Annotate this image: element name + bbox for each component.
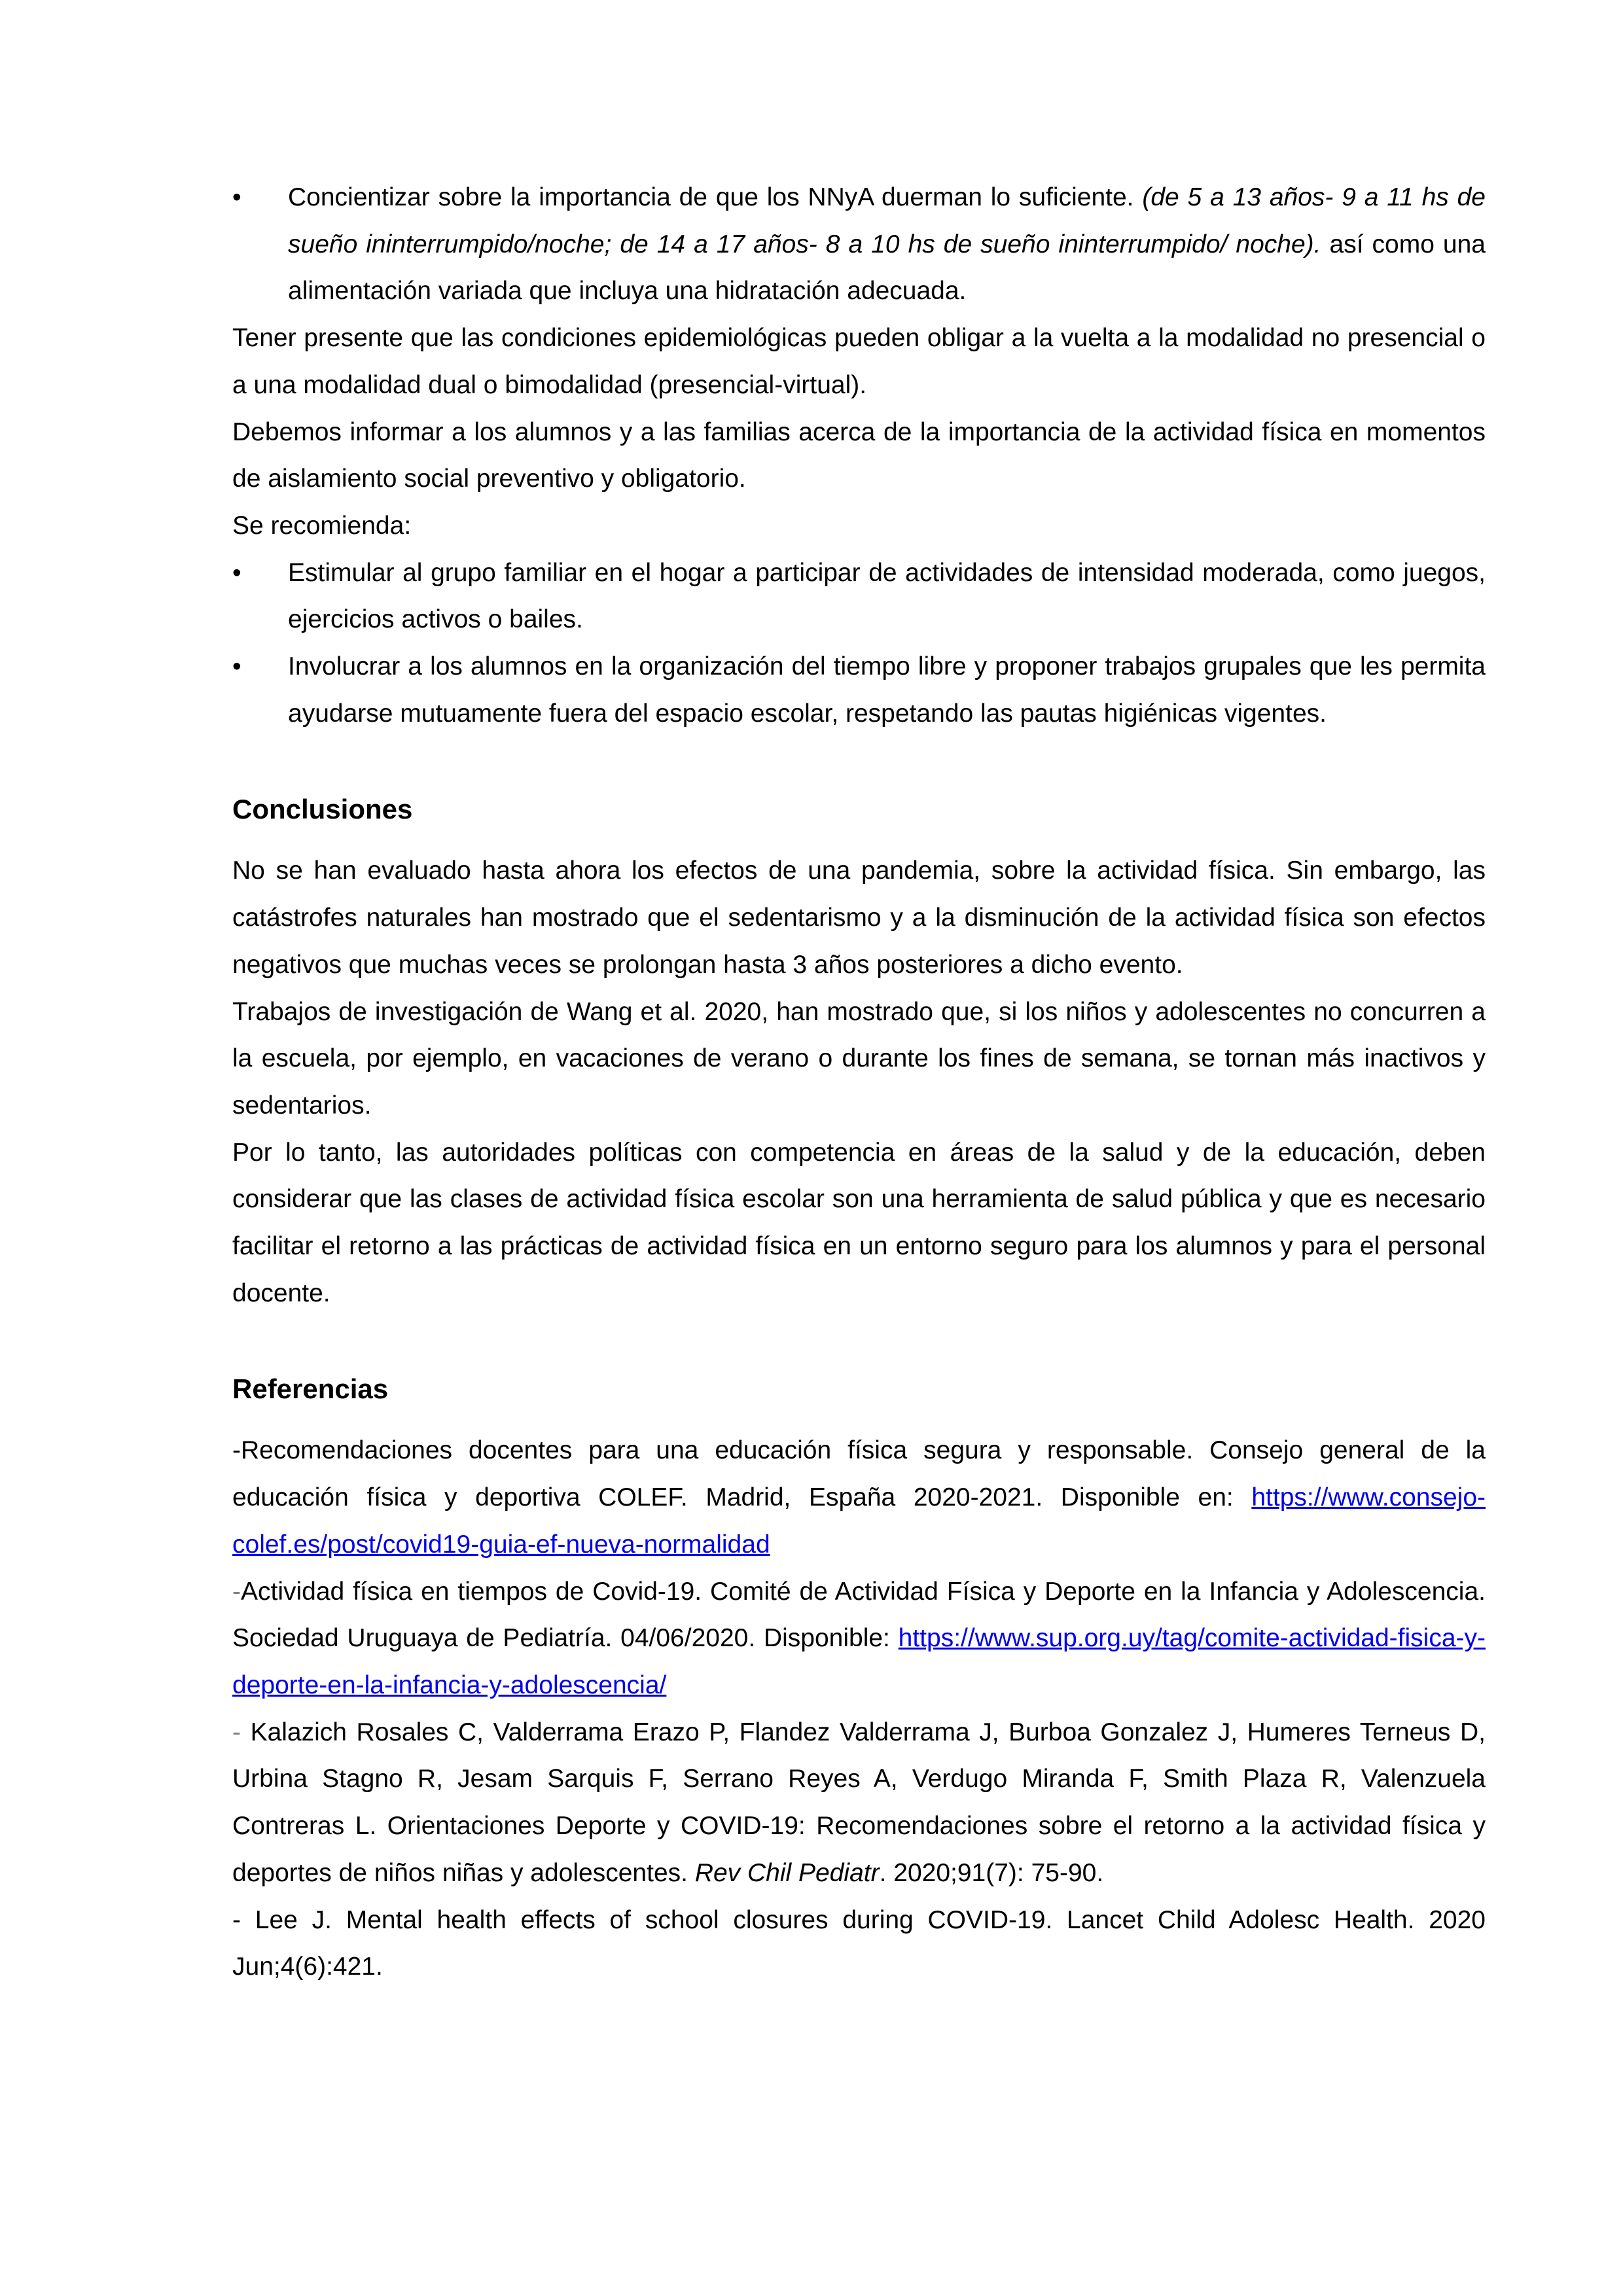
heading-conclusiones: Conclusiones	[232, 794, 413, 825]
bullet-item-sleep	[232, 174, 1486, 315]
paragraph-conclusiones-1: No se han evaluado hasta ahora los efectos de una pandemia, sobre la actividad física. Sin embargo, las catástrofes naturales han mostrado que el sedentarismo y a la disminución de la actividad física son efectos negativos que muchas veces se prolongan hasta 3 años posteriores a dicho evento.	[232, 857, 1486, 979]
reference-kalazich-journal-italic: Rev Chil Pediatr	[694, 1858, 880, 1887]
reference-kalazich-dash: -	[232, 1718, 251, 1746]
reference-kalazich-text: Kalazich Rosales C, Valderrama Erazo P, Flandez Valderrama J, Burboa Gonzalez J, Humeres Terneus D, Urbina Stagno R, Jesam Sarquis F, Serrano Reyes A, Verdugo Miranda F, Smith Plaza R, Valenzuela Contreras L. Orientaciones Deporte y COVID-19: Recomendaciones sobre el retorno a la actividad física y deportes de niños niñas y adolescentes.	[232, 1718, 1486, 1887]
paragraph-informar: Debemos informar a los alumnos y a las familias acerca de la importancia de la actividad física en momentos de aislamiento social preventivo y obligatorio.	[232, 417, 1486, 493]
bullet-text-sleep	[288, 174, 1486, 315]
reference-kalazich	[232, 1709, 1486, 1897]
bullet-text-involucrar: Involucrar a los alumnos en la organización del tiempo libre y proponer trabajos grupales que les permita ayudarse mutuamente fuera del espacio escolar, respetando las pautas higiénicas vigentes.	[288, 652, 1486, 728]
bullet-item-estimular	[232, 550, 1486, 643]
bullet-sleep-text-start: Concientizar sobre la importancia de que los NNyA duerman lo suficiente.	[288, 183, 1143, 211]
link-sup-org[interactable]: https://www.sup.org.uy/tag/comite-actividad-fisica-y-deporte-en-la-infancia-y-adolescencia/	[232, 1624, 1486, 1699]
paragraph-modalidad: Tener presente que las condiciones epidemiológicas pueden obligar a la vuelta a la modalidad no presencial o a una modalidad dual o bimodalidad (presencial-virtual).	[232, 324, 1486, 399]
reference-lee: - Lee J. Mental health effects of school closures during COVID-19. Lancet Child Adolesc Health. 2020 Jun;4(6):421.	[232, 1905, 1486, 1981]
reference-sup-text: Actividad física en tiempos de Covid-19. Comité de Actividad Física y Deporte en la Infancia y Adolescencia. Sociedad Uruguaya de Pediatría. 04/06/2020. Disponible:	[232, 1577, 1486, 1653]
paragraph-conclusiones-3: Por lo tanto, las autoridades políticas con competencia en áreas de la salud y de la educación, deben considerar que las clases de actividad física escolar son una herramienta de salud pública y que es necesario facilitar el retorno a las prácticas de actividad física en un entorno seguro para los alumnos y para el personal docente.	[232, 1138, 1486, 1307]
bullet-marker: •	[232, 558, 241, 587]
heading-referencias: Referencias	[232, 1373, 389, 1405]
bullet-marker: •	[232, 652, 241, 681]
paragraph-conclusiones-2: Trabajos de investigación de Wang et al. 2020, han mostrado que, si los niños y adolescentes no concurren a la escuela, por ejemplo, en vacaciones de verano o durante los fines de semana, se tornan más inactivos y sedentarios.	[232, 997, 1486, 1120]
reference-kalazich-pages: . 2020;91(7): 75-90.	[879, 1858, 1104, 1887]
paragraph-se-recomienda: Se recomienda:	[232, 511, 412, 540]
bullet-text-estimular: Estimular al grupo familiar en el hogar a participar de actividades de intensidad moderada, como juegos, ejercicios activos o bailes.	[288, 558, 1486, 634]
reference-sup-dash: -	[232, 1577, 241, 1606]
bullet-sleep-italic-hours: (de 5 a 13 años- 9 a 11 hs de sueño ininterrumpido/noche; de 14 a 17 años- 8 a 10 hs de sueño ininterrumpido/ noche).	[288, 183, 1486, 258]
reference-colef-text: -Recomendaciones docentes para una educación física segura y responsable. Consejo general de la educación física y deportiva COLEF. Madrid, España 2020-2021. Disponible en:	[232, 1436, 1486, 1512]
bullet-sleep-text-end: así como una alimentación variada que incluya una hidratación adecuada.	[288, 230, 1486, 306]
bullet-marker: •	[232, 183, 241, 211]
reference-colef	[232, 1427, 1486, 1568]
reference-sup	[232, 1568, 1486, 1709]
bullet-item-involucrar	[232, 643, 1486, 737]
link-consejo-colef[interactable]: https://www.consejo-colef.es/post/covid19-guia-ef-nueva-normalidad	[232, 1483, 1486, 1559]
